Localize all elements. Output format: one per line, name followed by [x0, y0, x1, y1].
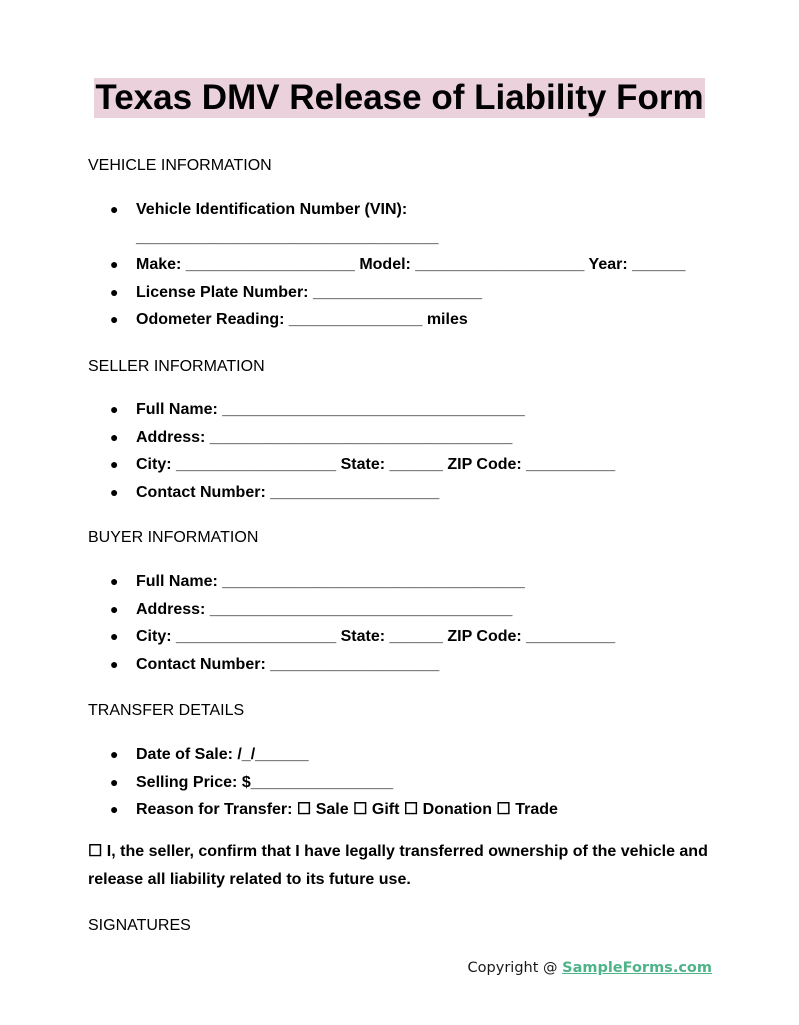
bullet-icon: ● — [110, 600, 119, 617]
bullet-icon: ● — [110, 401, 119, 417]
bullet-icon: ● — [110, 628, 119, 644]
buyer-address-line[interactable]: Address: __________________________________ — [136, 600, 513, 618]
reason-for-transfer-field — [88, 796, 728, 824]
transfer-field-list — [88, 741, 728, 824]
bullet-icon: ● — [110, 311, 119, 327]
seller-name-line[interactable]: Full Name: __________________________________ — [136, 401, 525, 418]
vin-label: Vehicle Identification Number (VIN): — [136, 201, 408, 218]
seller-contact-field — [88, 479, 728, 507]
title-wrap — [0, 78, 799, 118]
buyer-name-field — [88, 568, 728, 596]
copyright-prefix: Copyright @ — [467, 960, 563, 976]
seller-confirmation-checkbox[interactable]: ☐ I, the seller, confirm that I have legally transferred ownership of the vehicle and release all liability related to its future use. — [88, 843, 708, 888]
seller-city-field — [88, 451, 728, 479]
buyer-section-heading: BUYER INFORMATION — [88, 529, 259, 546]
buyer-field-list — [88, 568, 728, 678]
seller-section-heading: SELLER INFORMATION — [88, 358, 265, 375]
seller-address-field — [88, 424, 728, 452]
vehicle-field-list — [88, 196, 728, 334]
seller-city-line[interactable]: City: __________________ State: ______ ZIP Code: __________ — [136, 456, 616, 473]
reason-for-transfer-line[interactable]: Reason for Transfer: ☐ Sale ☐ Gift ☐ Donation ☐ Trade — [136, 801, 558, 818]
page-title: Texas DMV Release of Liability Form — [95, 78, 704, 117]
bullet-icon: ● — [110, 201, 119, 217]
buyer-name-line[interactable]: Full Name: __________________________________ — [136, 573, 525, 590]
signatures-section-heading: SIGNATURES — [88, 917, 191, 934]
bullet-icon: ● — [110, 428, 119, 445]
make-model-year-field — [88, 251, 728, 279]
buyer-address-field — [88, 596, 728, 624]
bullet-icon: ● — [110, 573, 119, 589]
vin-blank[interactable]: __________________________________ — [136, 228, 439, 246]
buyer-contact-line[interactable]: Contact Number: ___________________ — [136, 655, 440, 673]
buyer-city-line[interactable]: City: __________________ State: ______ ZIP Code: __________ — [136, 628, 616, 645]
bullet-icon: ● — [110, 283, 119, 300]
make-model-year-line[interactable]: Make: ___________________ Model: ___________________ Year: ______ — [136, 256, 686, 273]
vin-field — [88, 196, 728, 251]
date-of-sale-line[interactable]: Date of Sale: /_/______ — [136, 746, 309, 763]
copyright-notice — [468, 958, 712, 978]
seller-field-list — [88, 396, 728, 506]
vehicle-section-heading: VEHICLE INFORMATION — [88, 157, 272, 174]
brand-link[interactable]: SampleForms.com — [562, 960, 712, 976]
odometer-line[interactable]: Odometer Reading: _______________ miles — [136, 311, 468, 328]
license-plate-field — [88, 279, 728, 307]
selling-price-line[interactable]: Selling Price: $________________ — [136, 773, 394, 791]
selling-price-field — [88, 769, 728, 797]
bullet-icon: ● — [110, 655, 119, 672]
bullet-icon: ● — [110, 256, 119, 272]
bullet-icon: ● — [110, 746, 119, 762]
bullet-icon: ● — [110, 456, 119, 472]
transfer-section-heading: TRANSFER DETAILS — [88, 702, 245, 719]
seller-address-line[interactable]: Address: __________________________________ — [136, 428, 513, 446]
license-plate-line[interactable]: License Plate Number: ___________________ — [136, 283, 483, 301]
bullet-icon: ● — [110, 483, 119, 500]
buyer-city-field — [88, 623, 728, 651]
seller-name-field — [88, 396, 728, 424]
bullet-icon: ● — [110, 773, 119, 790]
odometer-field — [88, 306, 728, 334]
date-of-sale-field — [88, 741, 728, 769]
buyer-contact-field — [88, 651, 728, 679]
seller-contact-line[interactable]: Contact Number: ___________________ — [136, 483, 440, 501]
bullet-icon: ● — [110, 801, 119, 817]
